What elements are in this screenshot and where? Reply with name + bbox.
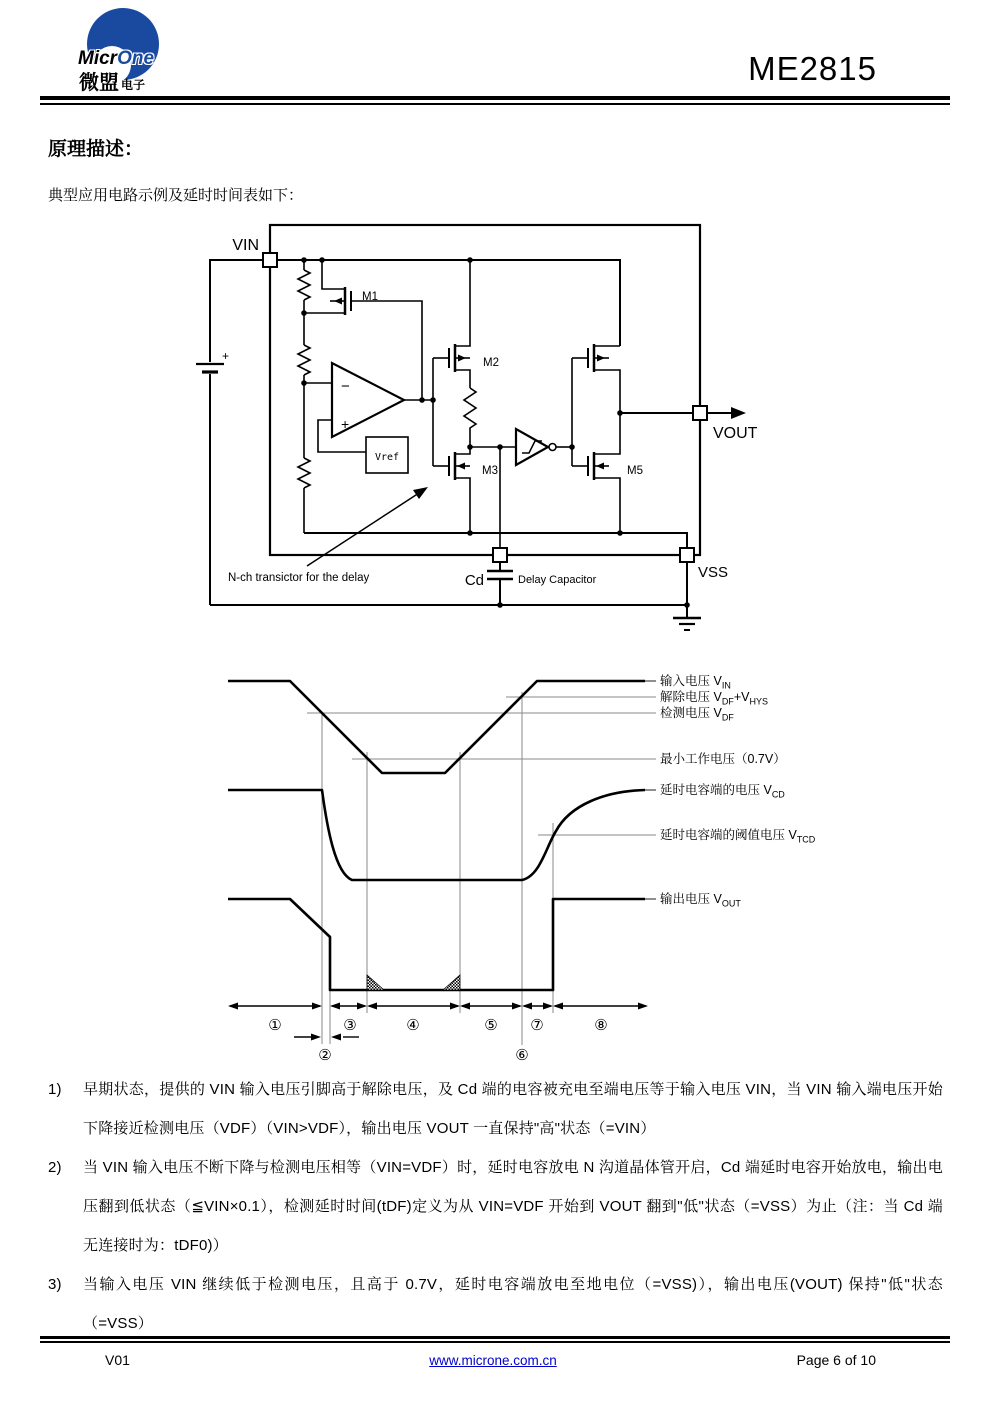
item-text: 早期状态，提供的 VIN 输入电压引脚高于解除电压，及 Cd 端的电容被充电至端电压等于输入电压 VIN，当 VIN 输入端电压开始下降接近检测电压（VDF）（VIN>VDF），输出电压 VOUT 一直保持"高"状态（=VIN） [83,1081,943,1137]
description-item-3 [48,1265,943,1343]
signal-labels [660,673,816,909]
mosfet-m5 [572,413,643,533]
label-vtcd: 延时电容端的阈值电压 $V_{TCD}$ [660,828,816,845]
item-number: 2) [48,1159,62,1176]
timing-diagram [0,655,991,1070]
glitch-regions [367,975,460,990]
vss-rail [304,533,687,548]
interval-4: ④ [406,1017,420,1034]
footer-website-link[interactable]: www.microne.com.cn [429,1353,557,1368]
intro-text: 典型应用电路示例及延时时间表如下： [48,187,304,204]
resistor-divider [298,260,310,533]
item-text: 当 VIN 输入电压不断下降与检测电压相等（VIN=VDF）时，延时电容放电 N 沟道晶体管开启，Cd 端延时电容开始放电，输出电压翻到低状态（≦VIN×0.1），检测延时时间(tDF)定义为从 VIN=VDF 开始到 VOUT 翻到"低"状态（=VSS）为止（注：当 Cd 端无连接时为：tDF0)） [83,1159,943,1254]
schmitt-trigger [516,429,572,465]
interval-labels [268,1017,607,1064]
label-vout: 输出电压 $V_{OUT}$ [660,892,741,909]
m2-label: M2 [483,357,499,369]
cd-pin-label: Cd [464,572,484,589]
interval-3: ③ [343,1017,357,1034]
comparator [304,363,433,473]
section-title: 原理描述： [48,139,144,160]
time-axis-arrows [228,1003,648,1041]
nch-annotation-text: N-ch transictor for the delay [228,572,370,584]
interval-8: ⑧ [594,1017,608,1034]
description-list [48,1070,943,1343]
vin-pin-label: VIN [232,237,259,254]
item-text: 当输入电压 VIN 继续低于检测电压，且高于 0.7V，延时电容端放电至地电位（=VSS)），输出电压(VOUT) 保持"低"状态（=VSS） [83,1276,943,1332]
mosfet-m2 [433,260,499,388]
footer-version: V01 [105,1352,130,1368]
interval-5: ⑤ [484,1017,498,1034]
ic-boundary-box [270,225,700,555]
vin-rail [277,260,620,346]
label-min-operating-voltage: 最小工作电压（0.7V） [660,752,786,766]
comparator-minus-input: − [341,378,350,395]
cd-pin-square [493,548,507,562]
part-number-title: ME2815 [748,50,877,87]
interval-2: ② [318,1047,332,1064]
inverter-bubble [549,444,556,451]
mosfet-m4 [572,344,620,413]
item-number: 3) [48,1276,62,1293]
vout-pin-label: VOUT [713,425,758,442]
cd-pin [465,548,597,605]
logo-chinese-name: 微盟 电子 [79,72,146,94]
vref-label: Vref [374,452,400,463]
mosfet-m3 [433,447,498,533]
battery-plus-sign: + [222,349,230,363]
description-item-1 [48,1070,943,1148]
label-vin: 输入电压 $V_{IN}$ [660,674,731,691]
vin-pin-square [263,253,277,267]
application-circuit-diagram [0,215,991,655]
battery-branch [196,260,263,605]
nch-annotation [228,487,428,584]
logo-wordmark: MicrOne [78,48,155,69]
interval-6: ⑥ [515,1047,529,1064]
timing-gridlines [322,692,553,1045]
footer-rule-thick [40,1336,950,1339]
m3-label: M3 [482,465,498,477]
comparator-plus-input: + [341,416,350,432]
m5-label: M5 [627,465,643,477]
label-vcd: 延时电容端的电压 $V_{CD}$ [660,783,785,800]
delay-capacitor-label: Delay Capacitor [518,574,597,586]
vss-pin-square [680,548,694,562]
header-rule-thin [40,103,950,105]
m1-label: M1 [362,291,378,303]
item-number: 1) [48,1081,62,1098]
threshold-lines [307,681,656,899]
description-item-2 [48,1148,943,1265]
load-resistor [464,388,476,447]
header-rule-thick [40,96,950,100]
footer-page-number: Page 6 of 10 [796,1352,876,1368]
vout-pin [620,406,758,442]
label-detect-voltage: 检测电压 $V_{DF}$ [660,706,734,723]
label-release-voltage: 解除电压 $V_{DF}+V_{HYS}$ [660,690,768,707]
vout-pin-square [693,406,707,420]
interval-7: ⑦ [530,1017,544,1034]
vout-waveform [228,899,645,990]
interval-1: ① [268,1017,282,1034]
vss-pin-label: VSS [698,564,729,581]
footer-rule-thin [40,1341,950,1343]
company-logo [73,6,185,98]
